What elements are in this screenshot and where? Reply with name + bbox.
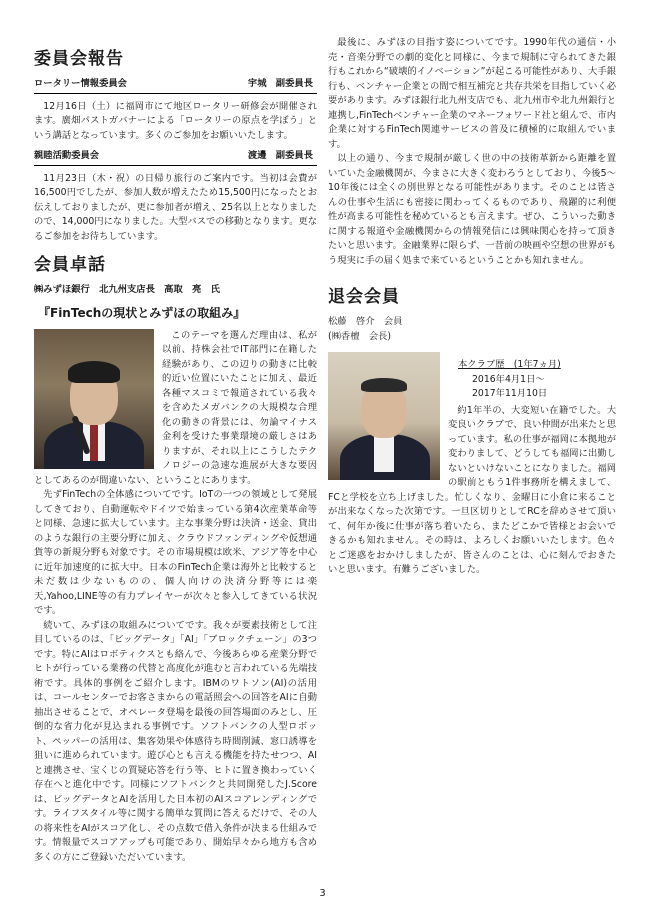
rotary-info-title: ロータリー情報委員会: [34, 78, 127, 89]
retire-message: 約1年半の、大変短い在籍でした。大変良いクラブで、良い仲間が出来たと思っています。私の仕事が福岡に本拠地が変わりまして、どうしても福岡に出勤しないといけないことになりました。福岡の駅前ともう1件事務所を構えまして、FCと学校を立ち上げました。忙しくなり、金曜日に小倉に来ることが出来なくなった次第です。一旦区切りとしてRCを辞めさせて頂いて、何年か後に仕事が落ち着いたら、またどこかで皆様とお会いできるかも知れません。その時は、よろしくお願いいたします。色々とご迷惑をおかけしましたが、皆さんのことは、心に刻んでおきたいと思います。有難うございました。: [328, 404, 616, 575]
right-column: [328, 36, 616, 578]
retire-heading: 退会会員: [328, 287, 400, 307]
club-career: [458, 358, 616, 402]
rotary-info-subheading: [34, 77, 317, 94]
rotary-info-text: 12月16日（土）に福岡市にて地区ロータリー研修会が開催されます。廣畑パストガバナーによる「ロータリーの原点を学ぼう」という講話となっています。多くのご参加をお願いいたします。: [34, 100, 317, 141]
career-to: 2017年11月10日: [472, 388, 548, 399]
page-number: 3: [319, 888, 326, 899]
retire-member-name: 松藤 啓介 会員: [328, 316, 403, 327]
speech-paragraph-3: 続いて、みずほの取組みについてです。我々が要素技術として注目しているのは、「ビッグデータ」「AI」「ブロックチェーン」の3つです。特にAIはロボティクスとも絡んで、今後あらゆる産業分野でヒトが行っている業務の代替と高度化が進むと言われている先端技術です。具体的事例をご紹介します。IBMのワトソン(AI)の活用は、コールセンターでお客さまからの電話照会への回答をAIに自動抽出させることで、オペレータ登場を最後の回答場面のみとし、圧倒的な省力化が見込まれる事例です。ソフトバンクの人型ロボット、ペッパーの活用は、集客効果や体感待ち時間削減、窓口誘導を狙いに進められています。遊び心とも言える機能を持たせつつ、AIと連携させ、宝くじの質疑応答を行う等、ヒトに置き換わっていく存在へと進化中です。同様にソフトバンクと共同開発したJ.Scoreは、ビッグデータとAIを活用した日本初のAIスコアレンディングです。ライフスタイル等に関する簡単な質問に答えるだけで、その人の将来性をAIがスコア化し、その点数で借入条件が決まる仕組みです。情報量でスコアアップも可能であり、開始早々から地方も含め多くの方にご登録いただいています。: [34, 619, 317, 863]
retire-member: [328, 315, 616, 344]
friendship-text: 11月23日（木・祝）の日帰り旅行のご案内です。当初は会費が16,500円でしたが、参加人数が増えたため15,500円になったとお伝えしておりましたが、更に参加者が増え、25名以上となりましたので、14,000円になりました。大型バスでの移動となります。更なるご参加をお待ちしています。: [34, 172, 317, 242]
career-from: 2016年4月1日～: [472, 373, 545, 385]
left-column: [34, 36, 317, 865]
speaker-name: ㈱みずほ銀行 北九州支店長 高取 亮 氏: [34, 284, 220, 295]
career-title: 本クラブ歴 (1年7ヵ月): [458, 359, 561, 370]
committee-heading: 委員会報告: [34, 49, 124, 69]
friendship-person: 渡邊 副委員長: [247, 150, 313, 161]
speech-paragraph-1: このテーマを選んだ理由は、私が以前、持株会社でIT部門に在籍した経験があり、この辺りの動きに比較的近い位置にいたことに加え、最近各種マスコミで報道されている我々を含めたメガバンクの大規模な合理化の動きの背景には、勿論マイナス金利を受けた事業環境の厳しさはありますが、それ以上にこうしたテクノロジーの急速な進展が大きな要因としてあるのが間違いない、ということにあります。: [34, 329, 317, 486]
retire-member-company: (㈱香檀 会長): [328, 330, 392, 342]
rotary-info-person: 宇城 副委員長: [247, 78, 313, 89]
speech-paragraph-5: 以上の通り、今まで規制が厳しく世の中の技術革新から距離を置いていた金融機関が、今まさに大きく変わろうとしており、今後5～10年後には全くの別世界となる可能性があります。そのことは皆さんの仕事や生活にも密接に関わってくるものであり、飛躍的に利便性が高まる可能性を秘めているとも言えます。ぜひ、こういった動きに関する報道や金融機関からの情報発信には興味関心を持って頂きたいと思います。金融業界に限らず、一昔前の映画や空想の世界がもう現実に手の届く処まで来ているということかも知れません。: [328, 153, 616, 266]
friendship-title: 親睦活動委員会: [34, 150, 100, 161]
speech-title: 『FinTechの現状とみずほの取組み』: [38, 305, 246, 320]
retire-member-photo: [328, 352, 440, 480]
speech-paragraph-4: 最後に、みずほの目指す姿についてです。1990年代の通信・小売・音楽分野での劇的変化と同様に、今まで規制に守られてきた銀行もこれから“破壊的イノベーション”が起こる可能性があり、大手銀行も、ベンチャー企業との間で相互補完と共存共栄を目指していく必要があります。みずほ銀行北九州支店でも、北九州市や北九州銀行と連携し,FinTechベンチャー企業のマネーフォワード社と組んで、市内企業に対するFinTech関連サービスの普及に積極的に取組んでいます。: [328, 37, 616, 150]
friendship-subheading: [34, 149, 317, 166]
speech-paragraph-2: 先ずFinTechの全体感についてです。IoTの一つの領域として発展してきており、自動運転やドイツで始まっている第4次産業革命等と同様、急速に拡大しています。主な事業分野は決済・送金、貸出のような銀行の主要分野に加え、クラウドファンディングや仮想通貨等の新規分野も対象です。その市場規模は欧米、アジア等を中心に近年加速度的に拡大中。日本のFinTech企業は海外と比較すると未だ数は少ないものの、個人向けの決済分野等には楽天,Yahoo,LINE等の有力プレイヤーが次々と参入してきている状況です。: [34, 489, 317, 616]
speaker-photo: [34, 329, 154, 469]
speech-heading: 会員卓話: [34, 255, 106, 275]
